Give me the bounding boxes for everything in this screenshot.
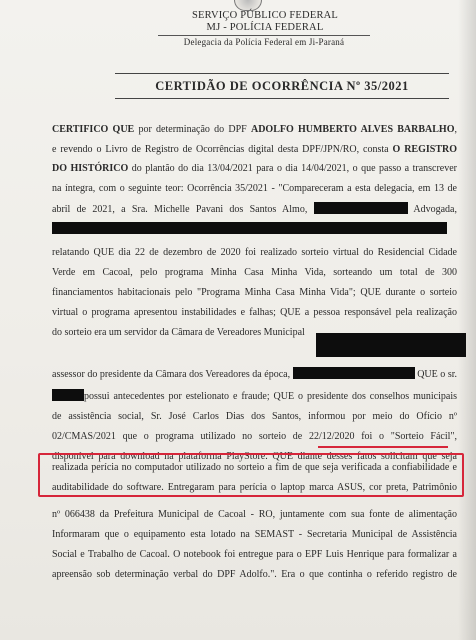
body-line [52, 222, 457, 235]
body-line [52, 389, 457, 402]
redaction-bar [316, 333, 466, 357]
redaction-bar [52, 389, 84, 401]
body-line: auditabilidade do software. Entregaram para perícia o laptop marca ASUS, cor preta, Patrimônio [52, 482, 457, 493]
header-line-3: Delegacia da Polícia Federal em Ji-Paraná [158, 35, 370, 47]
body-line: realizada perícia no computador utilizado no sorteio a fim de que seja verificada a confiabilidade e [52, 462, 457, 473]
text-run: possui antecedentes por estelionato e fraude; QUE o presidente dos conselhos municipais [84, 391, 457, 402]
bold-run: O REGISTRO [392, 144, 458, 155]
body-line: disponível para download na plataforma PlayStore. QUE diante desses fatos solicitam que seja [52, 451, 457, 462]
body-line: Verde em Cacoal, pelo programa Minha Casa Minha Vida, sorteando um total de 300 [52, 267, 457, 278]
bold-run: DO HISTÓRICO [52, 163, 129, 174]
body-line [52, 123, 457, 136]
body-line: na íntegra, com o seguinte teor: Ocorrência 35/2021 - "Compareceram a esta delegacia, em 13 de [52, 183, 457, 194]
text-run: QUE o sr. [417, 369, 458, 380]
text-run: , [454, 124, 457, 135]
header-line-1: SERVIÇO PÚBLICO FEDERAL [191, 10, 339, 21]
text-run: abril de 2021, a Sra. Michelle Pavani dos Santos Almo, [52, 204, 308, 215]
highlight-underline [318, 446, 448, 448]
body-line: relatando QUE dia 22 de dezembro de 2020 foi realizado sorteio virtual do Residencial Cidade [52, 247, 457, 258]
body-line [52, 162, 457, 175]
body-line [52, 143, 457, 156]
body-line: 02/CMAS/2021 que o programa utilizado no sorteio de 22/12/2020 foi o "Sorteio Fácil", [52, 431, 457, 442]
certifico-label: CERTIFICO QUE [52, 124, 135, 135]
body-line: de assistência social, Sr. José Carlos Dias dos Santos, informou por meio do Ofício nº [52, 411, 457, 422]
text-run: do plantão do dia 13/04/2021 para o dia 14/04/2021, o que passo a transcrever [128, 163, 457, 174]
redaction-bar [293, 367, 415, 379]
text-run: assessor do presidente da Câmara dos Vereadores da época, [52, 369, 291, 380]
header-line-2: MJ - POLÍCIA FEDERAL [206, 22, 324, 33]
body-line: do sorteio era um servidor da Câmara de Vereadores Municipal [52, 327, 305, 338]
text-run: por determinação do DPF [134, 124, 251, 135]
dpf-name: ADOLFO HUMBERTO ALVES BARBALHO [250, 124, 455, 135]
body-line: Informaram que o equipamento esta lotado na SEMAST - Secretaria Municipal de Assistência [52, 529, 457, 540]
text-run: Advogada, [407, 204, 457, 215]
body-line: financiamentos habitacionais pelo "Programa Minha Casa Minha Vida"; QUE durante o sorteio [52, 287, 457, 298]
redaction-bar [52, 222, 447, 234]
text-run: e revendo o Livro de Registro de Ocorrências digital desta DPF/JPN/RO, consta [52, 144, 393, 155]
body-line [52, 367, 457, 380]
body-line: virtual o programa apresentou instabilidades e falhas; QUE a pessoa responsável pela realização [52, 307, 457, 318]
body-line [52, 202, 457, 215]
body-line: Social e Trabalho de Cacoal. O notebook foi entregue para o EPF Luis Henrique para formalizar a [52, 549, 457, 560]
body-line: apreensão sob determinação verbal do DPF Adolfo.". Era o que continha o referido registro de [52, 569, 457, 580]
document-title: CERTIDÃO DE OCORRÊNCIA Nº 35/2021 [115, 73, 449, 99]
redaction-bar [314, 202, 408, 214]
page-edge-shadow [458, 0, 476, 640]
body-line: nº 066438 da Prefeitura Municipal de Cacoal - RO, juntamente com sua fonte de alimentação [52, 509, 457, 520]
